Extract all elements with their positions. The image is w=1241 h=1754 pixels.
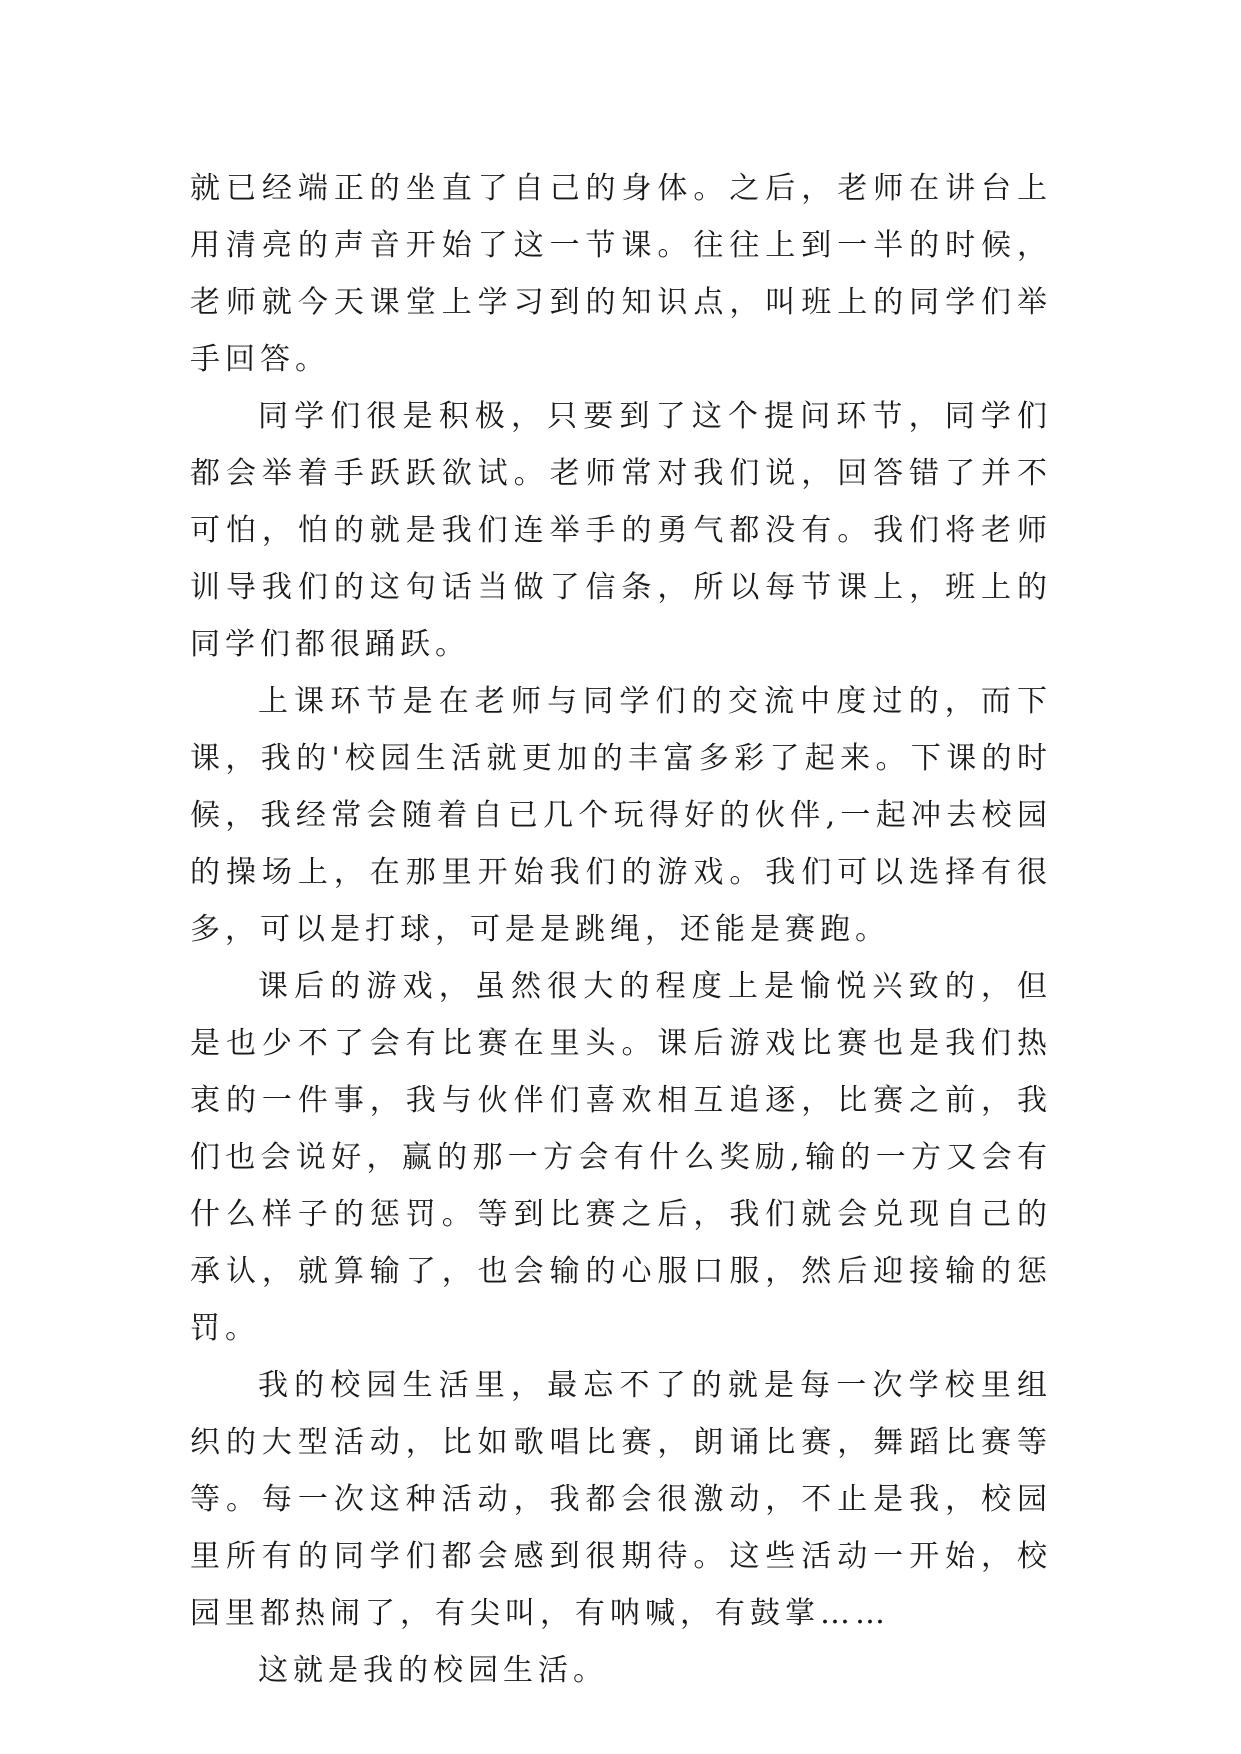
paragraph-5: 我的校园生活里，最忘不了的就是每一次学校里组织的大型活动，比如歌唱比赛，朗诵比赛，舞蹈比赛等等。每一次这种活动，我都会很激动，不止是我，校园里所有的同学们都会感到很期待。这些活动一开始，校园里都热闹了，有尖叫，有呐喊，有鼓掌…… — [190, 1368, 1052, 1631]
paragraph-2: 同学们很是积极，只要到了这个提问环节，同学们都会举着手跃跃欲试。老师常对我们说，回答错了并不可怕，怕的就是我们连举手的勇气都没有。我们将老师训导我们的这句话当做了信条，所以每节课上，班上的同学们都很踊跃。 — [190, 399, 1052, 662]
document-body — [190, 160, 1052, 1699]
paragraph-1: 就已经端正的坐直了自己的身体。之后，老师在讲台上用清亮的声音开始了这一节课。往往上到一半的时候，老师就今天课堂上学习到的知识点，叫班上的同学们举手回答。 — [190, 171, 1052, 377]
paragraph-4: 课后的游戏，虽然很大的程度上是愉悦兴致的，但是也少不了会有比赛在里头。课后游戏比赛也是我们热衷的一件事，我与伙伴们喜欢相互追逐，比赛之前，我们也会说好，赢的那一方会有什么奖励,输的一方又会有什么样子的惩罚。等到比赛之后，我们就会兑现自己的承认，就算输了，也会输的心服口服，然后迎接输的惩罚。 — [190, 969, 1052, 1346]
paragraph-6: 这就是我的校园生活。 — [258, 1653, 608, 1688]
paragraph-3: 上课环节是在老师与同学们的交流中度过的，而下课，我的'校园生活就更加的丰富多彩了起来。下课的时候，我经常会随着自已几个玩得好的伙伴,一起冲去校园的操场上，在那里开始我们的游戏。我们可以选择有很多，可以是打球，可是是跳绳，还能是赛跑。 — [190, 684, 1052, 947]
